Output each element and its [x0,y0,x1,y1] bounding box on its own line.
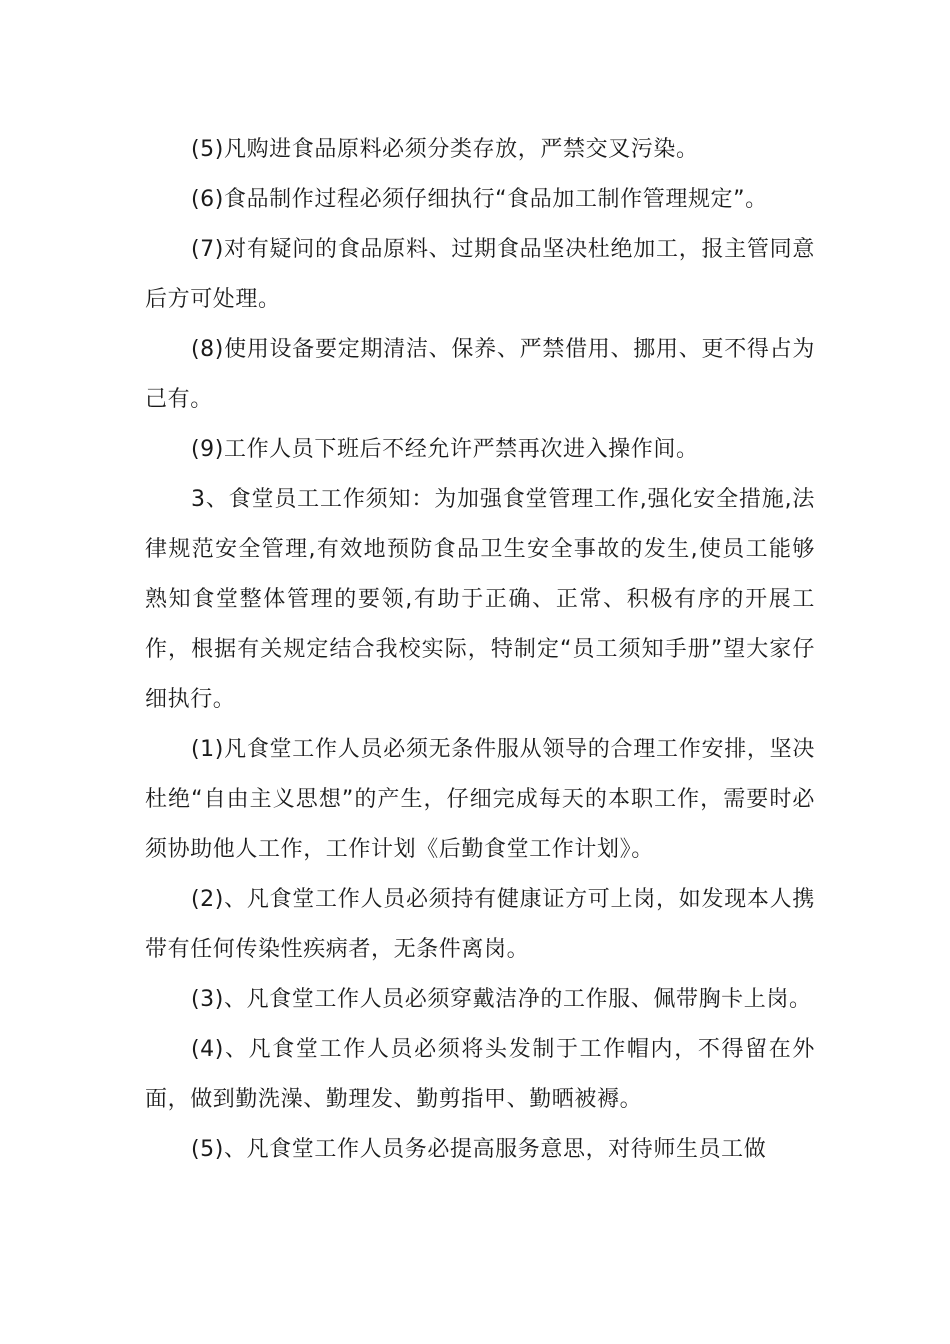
paragraph-item-9-after-work: (9)工作人员下班后不经允许严禁再次进入操作间。 [191,437,699,462]
paragraph-item-6-processing: (6)食品制作过程必须仔细执行“食品加工制作管理规定”。 [191,187,768,212]
paragraph-notice-4-hygiene: (4)、凡食堂工作人员必须将头发制于工作帽内，不得留在外面，做到勤洗澡、勤理发、勤剪指甲、勤晒被褥。 [145,1037,815,1112]
paragraph-notice-5-service: (5)、凡食堂工作人员务必提高服务意思，对待师生员工做 [191,1137,767,1162]
paragraph-notice-3-uniform: (3)、凡食堂工作人员必须穿戴洁净的工作服、佩带胸卡上岗。 [191,987,812,1012]
paragraph-item-7-questionable-materials: (7)对有疑问的食品原料、过期食品坚决杜绝加工，报主管同意后方可处理。 [145,237,815,312]
paragraph-notice-2-health-certificate: (2)、凡食堂工作人员必须持有健康证方可上岗，如发现本人携带有任何传染性疾病者，无条件离岗。 [145,887,815,962]
paragraph-item-8-equipment: (8)使用设备要定期清洁、保养、严禁借用、挪用、更不得占为己有。 [145,337,815,412]
paragraph-notice-1-obey: (1)凡食堂工作人员必须无条件服从领导的合理工作安排，坚决杜绝“自由主义思想”的产生，仔细完成每天的本职工作，需要时必须协助他人工作，工作计划《后勤食堂工作计划》。 [145,737,815,862]
paragraph-section-3-staff-notice: 3、食堂员工工作须知：为加强食堂管理工作,强化安全措施,法律规范安全管理,有效地预防食品卫生安全事故的发生,使员工能够熟知食堂整体管理的要领,有助于正确、正常、积极有序的开展工作，根据有关规定结合我校实际，特制定“员工须知手册”望大家仔细执行。 [145,487,815,712]
paragraph-item-5-storage: (5)凡购进食品原料必须分类存放，严禁交叉污染。 [191,137,699,162]
document-body [145,125,815,1175]
